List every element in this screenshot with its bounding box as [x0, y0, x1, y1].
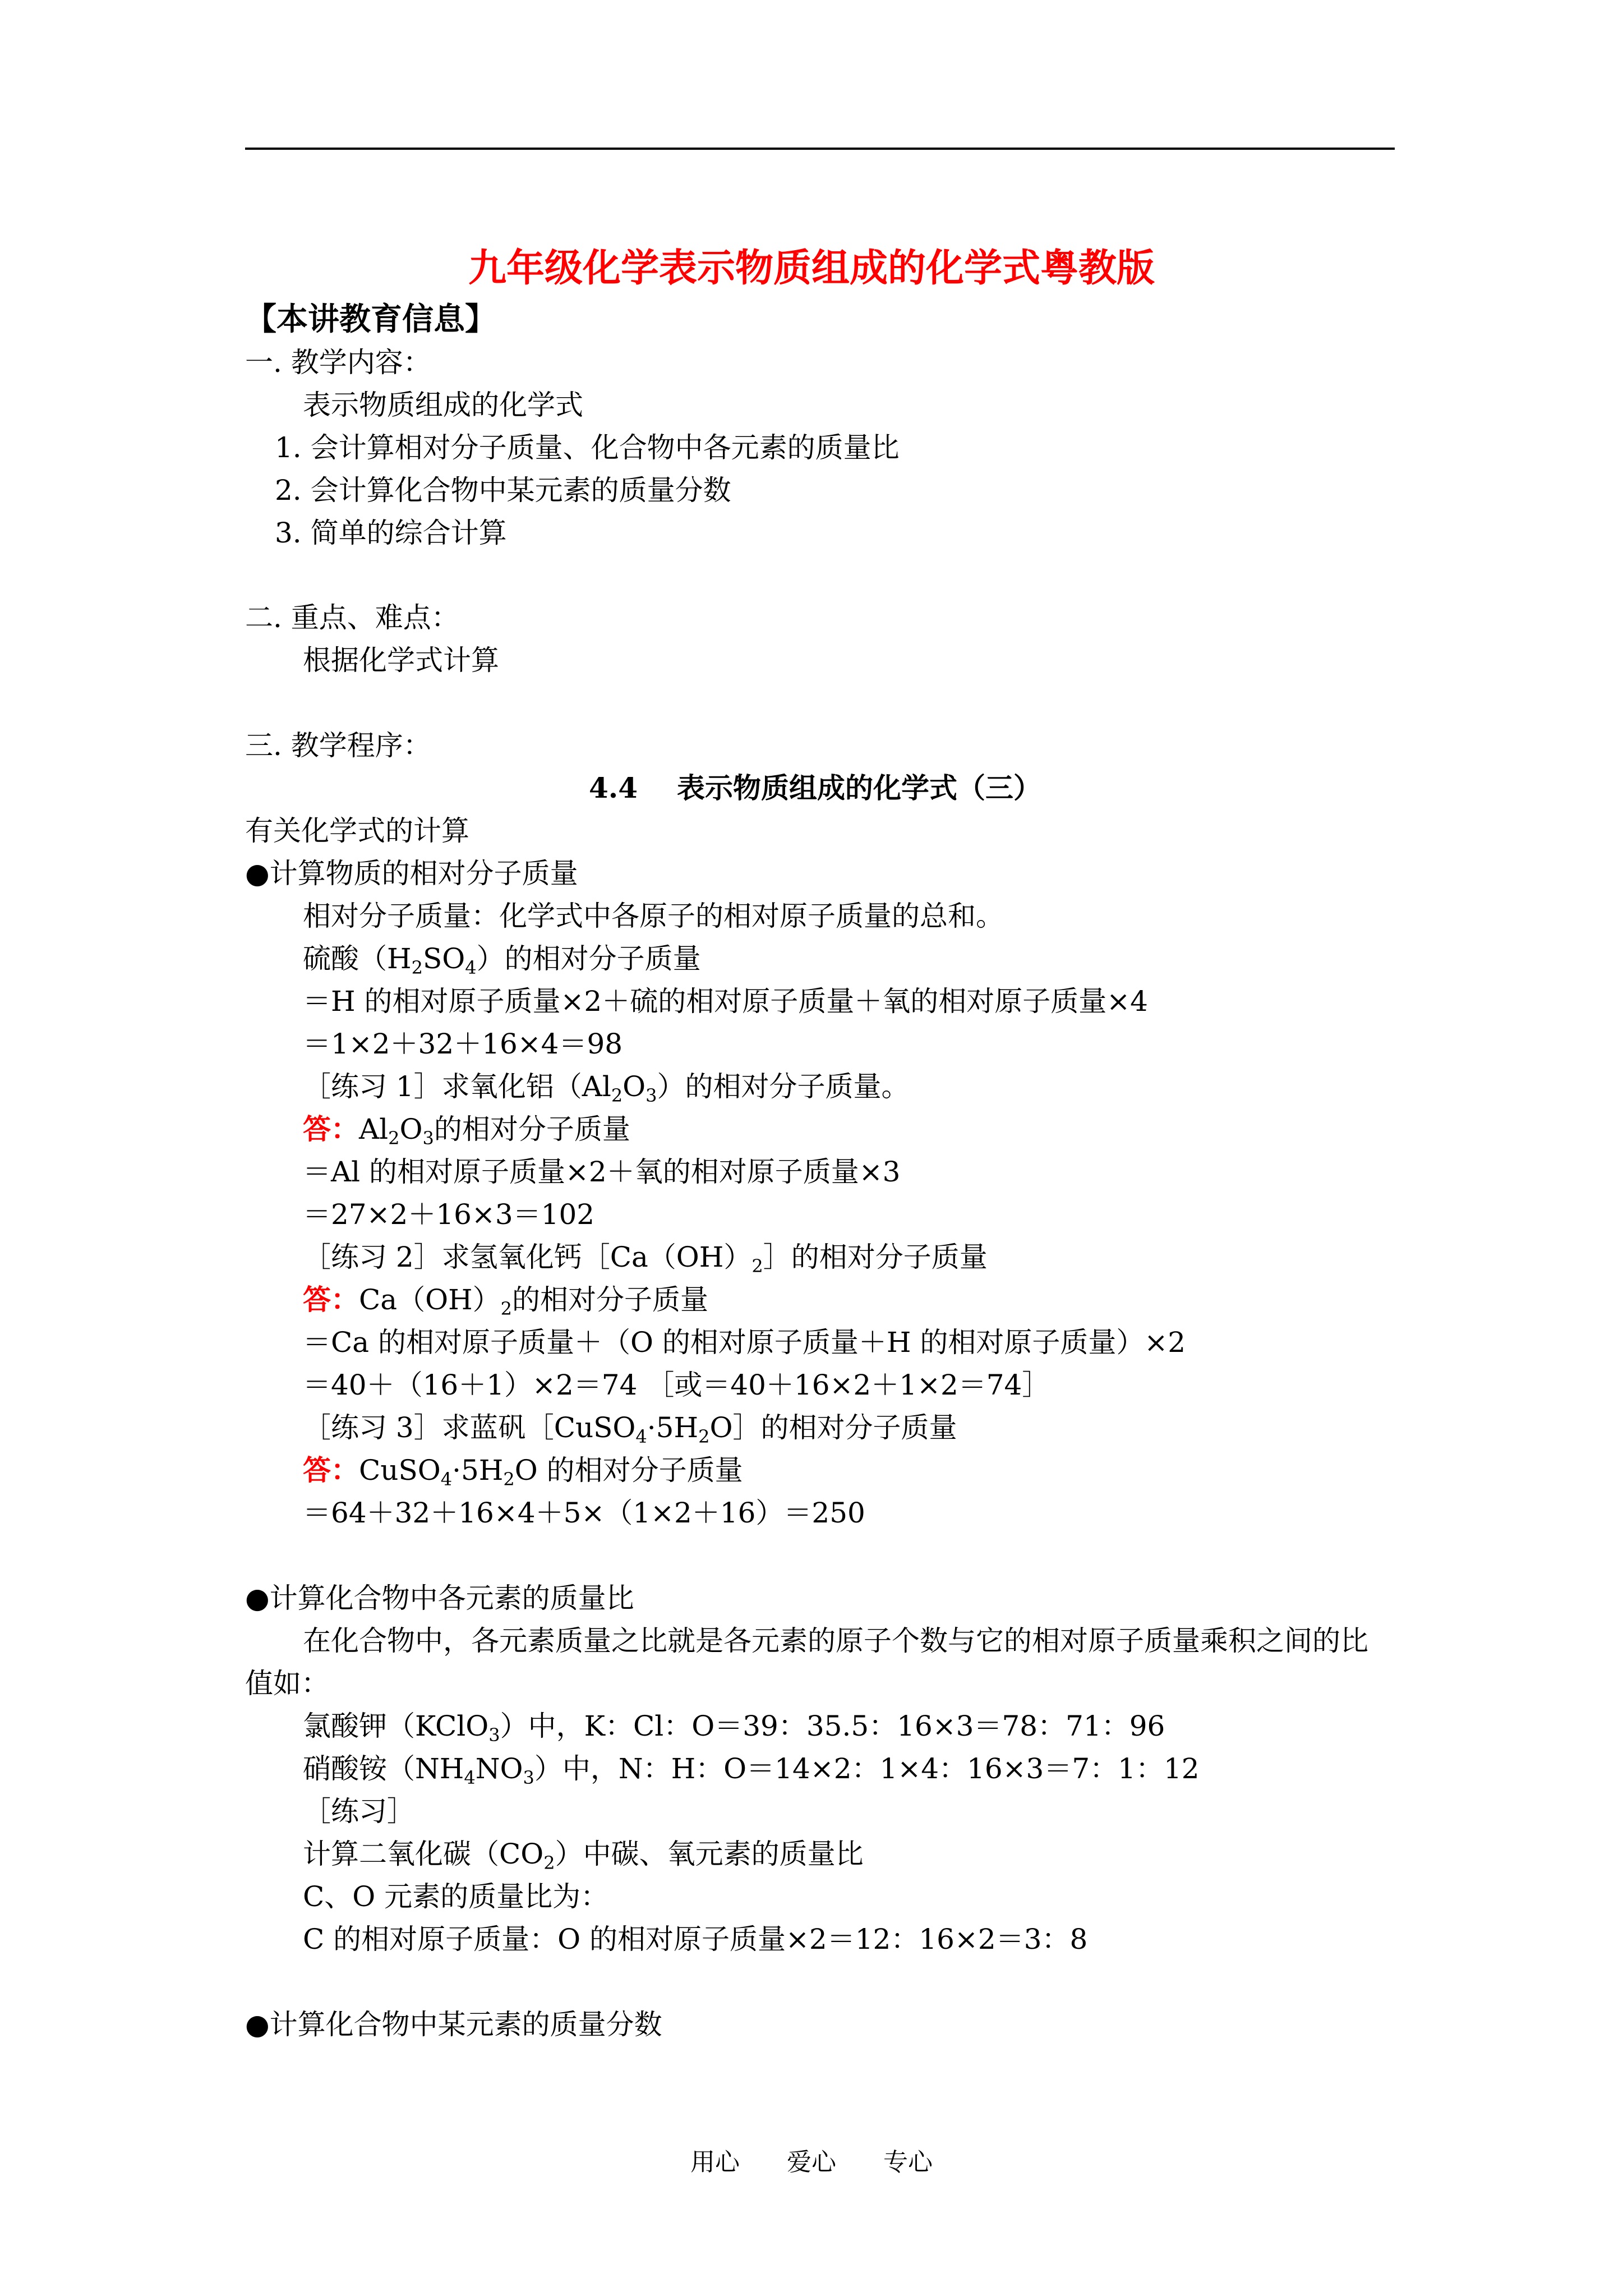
- answer-1: 答：$Al_2O_3$的相对分子质量: [303, 1112, 630, 1149]
- practice-answer-1: C、O 元素的质量比为：: [303, 1880, 609, 1913]
- mass-ratio-desc-1: 在化合物中，各元素质量之比就是各元素的原子个数与它的相对原子质量乘积之间的比: [303, 1625, 1368, 1657]
- info-header: 【本讲教育信息】: [245, 301, 496, 338]
- footer-text-3: 专心: [883, 2148, 933, 2177]
- answer-label: 答：: [303, 1112, 359, 1145]
- example-kclo3: 氯酸钾（KClO$_3$）中，K：Cl：O＝39：35.5：16×3＝78：71：96: [303, 1710, 1165, 1746]
- section-title: [589, 769, 1041, 807]
- practice-question: 计算二氧化碳$(CO_2)$中碳、氧元素的质量比: [303, 1838, 864, 1874]
- answer-2-calc-1: ＝Ca 的相对原子质量＋（O 的相对原子质量＋H 的相对原子质量）×2: [303, 1326, 1186, 1359]
- footer-text-1: 用心: [690, 2148, 740, 2177]
- section-number: 4.4: [589, 771, 638, 804]
- practice-label: ［练习］: [303, 1795, 415, 1828]
- exercise-1: ［练习 1］求氧化铝$(Al_2O_3)$的相对分子质量。: [303, 1070, 910, 1106]
- answer-2: 答：$Ca(OH)_2$的相对分子质量: [303, 1283, 709, 1319]
- part1-topic: 表示物质组成的化学式: [303, 389, 583, 421]
- part1-item-2: 2. 会计算化合物中某元素的质量分数: [275, 474, 731, 507]
- document-title: 九年级化学表示物质组成的化学式粤教版: [468, 246, 1155, 291]
- example-calc-1: ＝H 的相对原子质量×2＋硫的相对原子质量＋氧的相对原子质量×4: [303, 985, 1148, 1018]
- part3-heading: 三. 教学程序：: [245, 729, 431, 762]
- part2-heading: 二. 重点、难点：: [245, 601, 459, 634]
- exercise-3: ［练习 3］求蓝矾$[CuSO_4\cdot 5H_2O]$的相对分子质量: [303, 1411, 957, 1447]
- answer-3: 答：$CuSO_4\cdot 5H_2O$ 的相对分子质量: [303, 1453, 743, 1490]
- example-calc-2: ＝1×2＋32＋16×4＝98: [303, 1028, 623, 1060]
- answer-2-calc-2: ＝40＋（16＋1）×2＝74 ［或＝40＋16×2＋1×2＝74］: [303, 1369, 1050, 1401]
- bullet-relative-molecular-mass: ●计算物质的相对分子质量: [245, 857, 578, 890]
- header-rule: [245, 148, 1395, 150]
- mass-ratio-desc-2: 值如：: [245, 1667, 329, 1700]
- example-h2so4: 硫酸$(H_2SO_4)$的相对分子质量: [303, 942, 701, 978]
- footer-text-2: 爱心: [787, 2148, 836, 2177]
- footer: [0, 2146, 1623, 2179]
- bullet-mass-fraction: ●计算化合物中某元素的质量分数: [245, 2008, 662, 2041]
- part2-content: 根据化学式计算: [303, 644, 499, 677]
- part1-item-3: 3. 简单的综合计算: [275, 517, 507, 549]
- part1-heading: 一. 教学内容：: [245, 346, 431, 379]
- part3-intro: 有关化学式的计算: [245, 815, 469, 847]
- definition: 相对分子质量：化学式中各原子的相对原子质量的总和。: [303, 900, 1004, 932]
- answer-1-calc-2: ＝27×2＋16×3＝102: [303, 1198, 595, 1231]
- example-nh4no3: 硝酸铵$(NH_4NO_3)$中，N：H：O＝14×2：1×4：16×3＝7：1：12: [303, 1752, 1200, 1788]
- exercise-2: ［练习 2］求氢氧化钙$[Ca(OH)_2]$的相对分子质量: [303, 1241, 988, 1277]
- bullet-mass-ratio: ●计算化合物中各元素的质量比: [245, 1582, 634, 1614]
- practice-answer-2: C 的相对原子质量：O 的相对原子质量×2＝12：16×2＝3：8: [303, 1923, 1088, 1955]
- answer-label: 答：: [303, 1283, 359, 1316]
- answer-3-calc: ＝64＋32＋16×4＋5×（1×2＋16）＝250: [303, 1497, 865, 1529]
- section-name: 表示物质组成的化学式（三）: [677, 771, 1041, 804]
- part1-item-1: 1. 会计算相对分子质量、化合物中各元素的质量比: [275, 431, 900, 464]
- answer-label: 答：: [303, 1453, 359, 1487]
- answer-1-calc-1: ＝Al 的相对原子质量×2＋氧的相对原子质量×3: [303, 1156, 901, 1188]
